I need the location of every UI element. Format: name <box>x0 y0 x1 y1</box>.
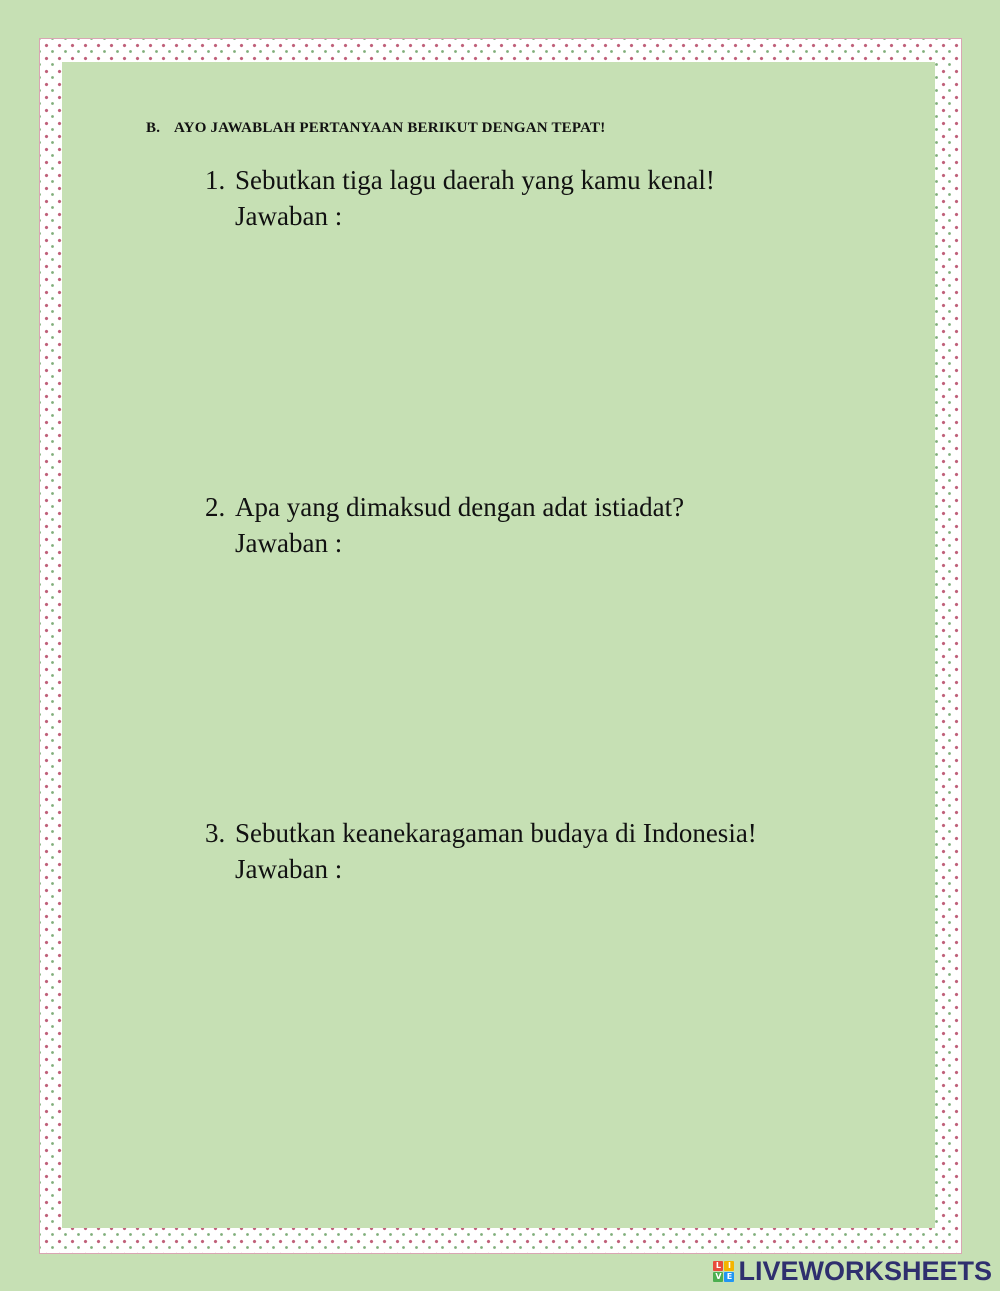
answer-label: Jawaban : <box>235 528 343 558</box>
logo-letter: E <box>724 1272 734 1282</box>
section-title: AYO JAWABLAH PERTANYAAN BERIKUT DENGAN TEPAT! <box>174 120 606 136</box>
watermark-text: LIVEWORKSHEETS <box>738 1255 992 1286</box>
section-letter: B. <box>146 120 161 136</box>
question-text: Sebutkan tiga lagu daerah yang kamu kenal! <box>235 165 715 195</box>
section-heading <box>146 120 605 137</box>
logo-letter: V <box>715 1271 722 1281</box>
logo-letter: I <box>724 1261 734 1271</box>
question-number: 2. <box>205 492 226 522</box>
question-number: 3. <box>205 818 226 848</box>
question-text: Apa yang dimaksud dengan adat istiadat? <box>235 492 685 522</box>
liveworksheets-watermark <box>713 1254 992 1288</box>
answer-label: Jawaban : <box>235 201 343 231</box>
logo-letter: L <box>713 1261 723 1271</box>
question-number: 1. <box>205 165 226 195</box>
question-3 <box>205 815 757 887</box>
liveworksheets-logo-icon <box>713 1261 734 1282</box>
worksheet-page <box>62 62 935 1228</box>
question-2 <box>205 489 684 561</box>
answer-label: Jawaban : <box>235 854 343 884</box>
question-1 <box>205 162 715 234</box>
question-text: Sebutkan keanekaragaman budaya di Indonesia! <box>235 818 757 848</box>
